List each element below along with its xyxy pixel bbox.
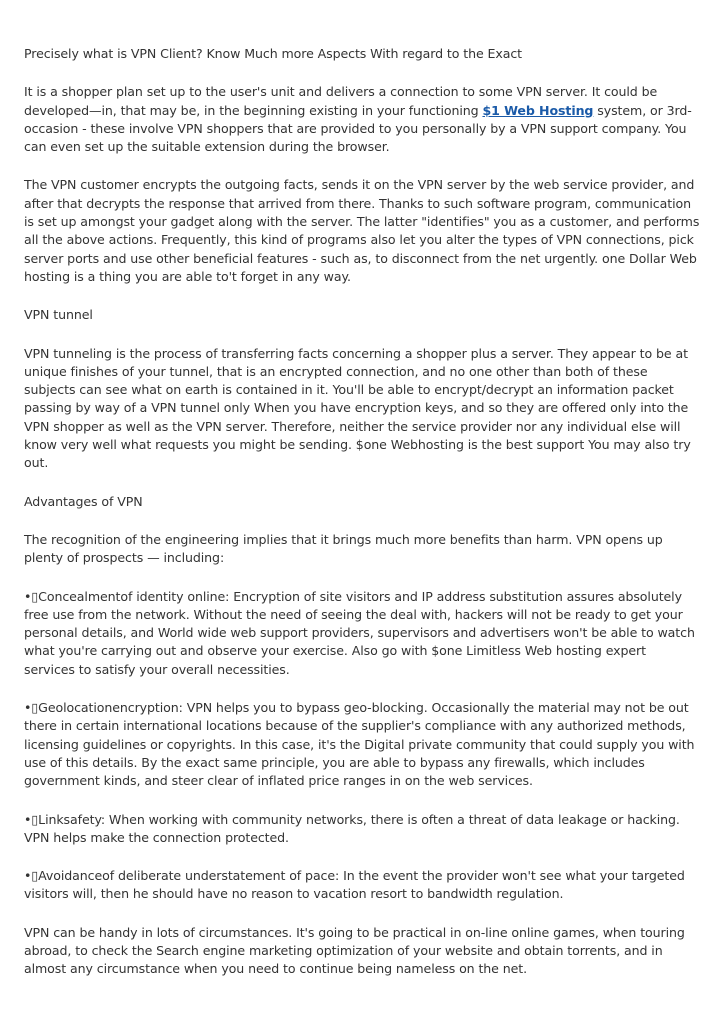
bullet-lead: •▯Geolocationencryption: bbox=[24, 700, 183, 716]
bullet-link-safety bbox=[24, 811, 700, 848]
web-hosting-link[interactable]: $1 Web Hosting bbox=[482, 102, 594, 118]
paragraph-vpn-encryption: The VPN customer encrypts the outgoing facts, sends it on the VPN server by the web service provider, and after that decrypts the response that arrived from there. Thanks to such software program, communication is set up amongst your gadget along with the server. The latter "identifies" you as a customer, and performs all the above actions. Frequently, this kind of programs also let you alter the types of VPN connections, pick server ports and use other beneficial features - such as, to disconnect from the net urgently. one Dollar Web hosting is a thing you are able to't forget in any way. bbox=[24, 177, 700, 284]
bullet-avoidance bbox=[24, 867, 700, 904]
heading-advantages: Advantages of VPN bbox=[24, 493, 143, 509]
paragraph-conclusion: VPN can be handy in lots of circumstances. It's going to be practical in on-line online games, when touring abroad, to check the Search engine marketing optimization of your website and obtain torrents, and in almost any circumstance when you need to continue being nameless on the net. bbox=[24, 924, 685, 977]
paragraph-text: system, or 3rd-occasion - these involve VPN shoppers that are provided to you personally by a VPN support company. You can even set up the suitable extension during the browser. bbox=[24, 102, 692, 155]
bullet-concealment bbox=[24, 588, 700, 679]
bullet-lead: •▯Concealmentof bbox=[24, 588, 133, 604]
heading-vpn-tunnel: VPN tunnel bbox=[24, 307, 93, 323]
bullet-text: identity online: Encryption of site visitors and IP address substitution assures absolutely free use from the network. Without the need of seeing the deal with, hackers will not be ready to get your personal details, and World wide web support providers, supervisors and advertisers won't be able to watch what you're carrying out and observe your exercise. Also go with $one Limitless Web hosting expert services to satisfy your overall necessities. bbox=[24, 588, 695, 677]
paragraph-text: It is a shopper plan set up to the user's unit and delivers a connection to some VPN server. It could be developed—in, that may be, in the beginning existing in your functioning bbox=[24, 84, 658, 118]
bullet-text: deliberate understatement of pace: In the event the provider won't see what your targeted visitors will, then he should have no reason to vacation resort to bandwidth regulation. bbox=[24, 868, 685, 902]
paragraph-vpn-tunneling: VPN tunneling is the process of transferring facts concerning a shopper plus a server. They appear to be at unique finishes of your tunnel, that is an encrypted connection, and no one other than both of these subjects can see what on earth is contained in it. You'll be able to encrypt/decrypt an information packet passing by way of a VPN tunnel only When you have encryption keys, and so they are offered only into the VPN shopper as well as the VPN server. Therefore, neither the service provider nor any individual else will know very well what requests you might be sending. $one Webhosting is the best support You may also try out. bbox=[24, 345, 691, 471]
bullet-text: When working with community networks, there is often a threat of data leakage or hacking. VPN helps make the connection protected. bbox=[24, 811, 680, 845]
document-title: Precisely what is VPN Client? Know Much more Aspects With regard to the Exact bbox=[24, 46, 522, 61]
bullet-lead: •▯Linksafety: bbox=[24, 811, 106, 827]
bullet-geolocation bbox=[24, 699, 700, 790]
paragraph-vpn-client-definition bbox=[24, 83, 700, 156]
bullet-text: VPN helps you to bypass geo-blocking. Occasionally the material may not be out there in certain international locations because of the supplier's compliance with any authorized methods, licensing guidelines or copyrights. In this case, it's the Digital private community that could supply you with use of this details. By the exact same principle, you are able to bypass any firewalls, which includes government kinds, and steer clear of inflated price ranges in on the web services. bbox=[24, 700, 695, 789]
paragraph-advantages-intro: The recognition of the engineering implies that it brings much more benefits than harm. VPN opens up plenty of prospects — including: bbox=[24, 531, 663, 566]
bullet-lead: •▯Avoidanceof bbox=[24, 868, 115, 884]
